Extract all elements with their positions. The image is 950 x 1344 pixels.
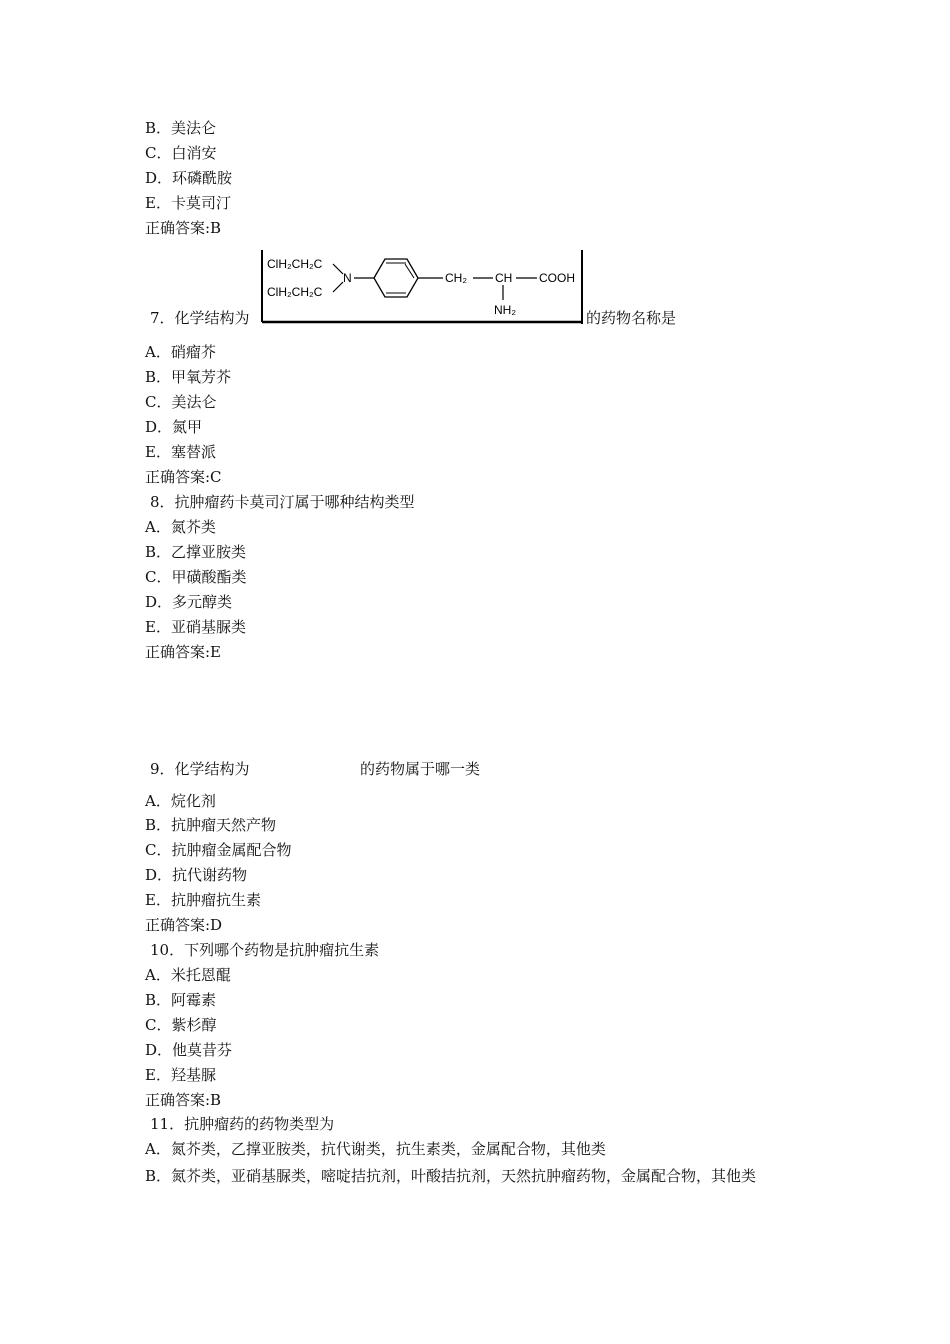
question-9-suffix: 的药物属于哪一类 xyxy=(360,760,481,778)
question-11: 11．抗肿瘤药的药物类型为 xyxy=(150,1115,335,1133)
answer: 正确答案:C xyxy=(145,468,222,486)
option-a: A．米托恩醌 xyxy=(145,966,231,984)
option-a: A．硝瘤芥 xyxy=(145,343,216,361)
label-cooh: COOH xyxy=(539,271,575,285)
question-7-suffix: 的药物名称是 xyxy=(586,309,677,327)
option-c: C．紫杉醇 xyxy=(145,1016,217,1034)
option-d: D．抗代谢药物 xyxy=(145,866,248,884)
option-c: C．甲磺酸酯类 xyxy=(145,568,247,586)
option-b: B．阿霉素 xyxy=(145,991,217,1009)
question-9-prefix: 9．化学结构为 xyxy=(150,760,250,778)
label-cl-2: ClH₂CH₂C xyxy=(267,285,323,299)
label-ch: CH xyxy=(495,271,513,285)
label-ch2: CH₂ xyxy=(445,271,467,285)
answer: 正确答案:B xyxy=(145,219,222,237)
label-cl-1: ClH₂CH₂C xyxy=(267,257,323,271)
option-d: D．氮甲 xyxy=(145,418,203,436)
option-e: E．羟基脲 xyxy=(145,1066,216,1084)
option-c: C．抗肿瘤金属配合物 xyxy=(145,841,292,859)
option-b: B．抗肿瘤天然产物 xyxy=(145,816,277,834)
label-nh2: NH₂ xyxy=(494,303,516,317)
option-b: B．美法仑 xyxy=(145,119,217,137)
option-c: C．美法仑 xyxy=(145,393,217,411)
option-d: D．环磷酰胺 xyxy=(145,169,233,187)
question-10: 10．下列哪个药物是抗肿瘤抗生素 xyxy=(150,941,380,959)
answer: 正确答案:B xyxy=(145,1091,222,1109)
option-e: E．亚硝基脲类 xyxy=(145,618,246,636)
question-7-prefix: 7．化学结构为 xyxy=(150,309,250,327)
answer: 正确答案:D xyxy=(145,916,223,934)
option-b: B．乙撑亚胺类 xyxy=(145,543,247,561)
option-b: B．甲氧芳芥 xyxy=(145,368,232,386)
option-e: E．卡莫司汀 xyxy=(145,194,231,212)
answer: 正确答案:E xyxy=(145,643,222,661)
question-8: 8．抗肿瘤药卡莫司汀属于哪种结构类型 xyxy=(150,493,415,511)
option-e: E．塞替派 xyxy=(145,443,216,461)
option-b: B．氮芥类，亚硝基脲类，嘧啶拮抗剂，叶酸拮抗剂，天然抗肿瘤药物，金属配合物，其他类 xyxy=(145,1167,757,1185)
option-c: C．白消安 xyxy=(145,144,217,162)
option-e: E．抗肿瘤抗生素 xyxy=(145,891,261,909)
label-n: N xyxy=(343,271,352,285)
option-a: A．烷化剂 xyxy=(145,792,216,810)
chemical-structure-image xyxy=(261,250,584,324)
option-a: A．氮芥类 xyxy=(145,518,216,536)
option-d: D．多元醇类 xyxy=(145,593,233,611)
option-d: D．他莫昔芬 xyxy=(145,1041,233,1059)
option-a: A．氮芥类，乙撑亚胺类，抗代谢类，抗生素类，金属配合物，其他类 xyxy=(145,1140,606,1158)
